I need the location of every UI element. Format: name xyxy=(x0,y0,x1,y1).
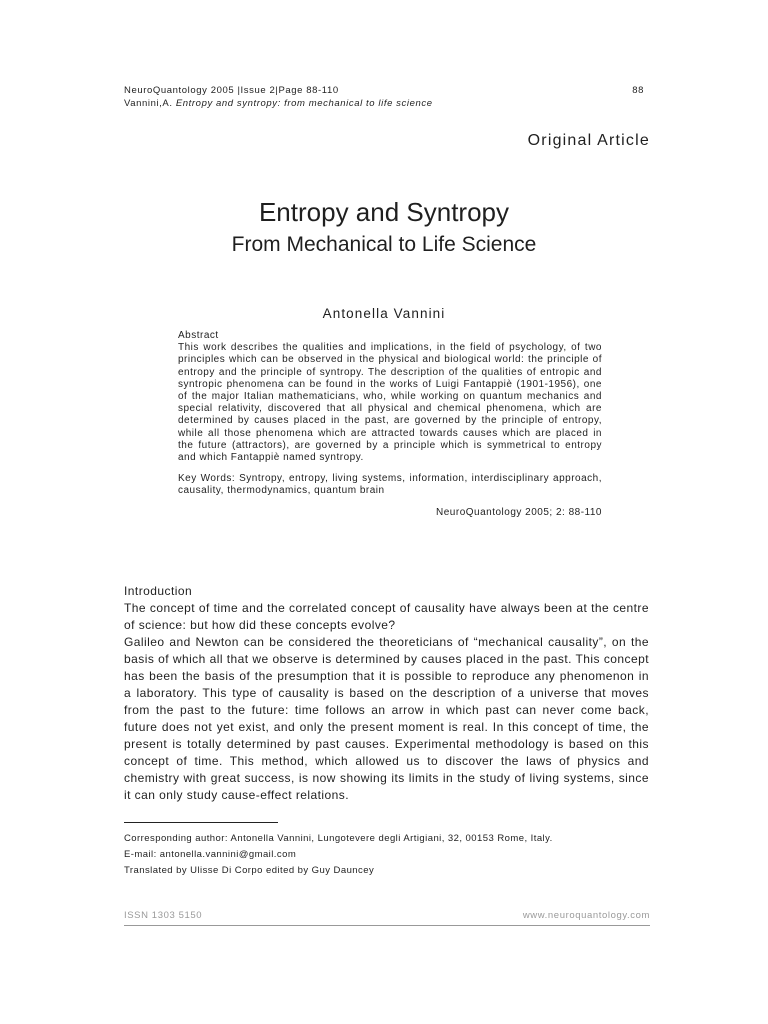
issn: ISSN 1303 5150 xyxy=(124,910,203,921)
running-author: Vannini,A. xyxy=(124,98,173,109)
abstract-label: Abstract xyxy=(178,330,219,341)
corresponding-author: Corresponding author: Antonella Vannini, Lungotevere degli Artigiani, 32, 00153 Rome, Italy. xyxy=(124,833,553,844)
author-name: Antonella Vannini xyxy=(322,306,446,321)
abstract-text: This work describes the qualities and implications, in the field of psychology, of two principles which can be observed in the physical and biological world: the principle of entropy and the principle of syntropy. The description of the qualities of entropic and syntropic phenomena can be found in the works of Luigi Fantappiè (1901-1956), one of the major Italian mathematicians, who, while working on quantum mechanics and special relativity, discovered that all physical and chemical phenomena, which are determined by causes placed in the past, are governed by the principle of entropy, while all those phenomena which are attracted towards causes which are placed in the future (attractors), are governed by a principle which is symmetrical to entropy and which Fantappiè named syntropy. xyxy=(178,342,602,464)
footnote-divider xyxy=(124,822,278,823)
paper-subtitle: From Mechanical to Life Science xyxy=(231,233,537,256)
paragraph: Galileo and Newton can be considered the theoreticians of “mechanical causality”, on the basis of which all that we observe is determined by causes placed in the past. This concept has been the basis of the presumption that it is possible to reproduce any phenomenon in a laboratory. This type of causality is based on the description of a universe that moves from the past to the future: time follows an arrow in which past can never come back, future does not yet exist, and only the present moment is real. In this concept of time, the present is totally determined by past causes. Experimental methodology is based on this concept of time. This method, which allowed us to discover the laws of physics and chemistry with great success, is now showing its limits in the study of living systems, since it can only study cause-effect relations. xyxy=(124,635,649,802)
journal-issue-line xyxy=(124,84,644,97)
keywords: Key Words: Syntropy, entropy, living systems, information, interdisciplinary approach, causality, thermodynamics, quantum brain xyxy=(178,473,602,497)
page-number: 88 xyxy=(632,85,644,96)
abstract-block xyxy=(178,330,602,519)
citation: NeuroQuantology 2005; 2: 88-110 xyxy=(436,506,602,518)
translation-credit: Translated by Ulisse Di Corpo edited by Guy Dauncey xyxy=(124,865,375,876)
page-footer xyxy=(124,910,650,921)
running-title-line xyxy=(124,97,644,110)
running-title: Entropy and syntropy: from mechanical to life science xyxy=(175,98,433,109)
footer-divider xyxy=(124,925,650,926)
footnotes xyxy=(124,831,649,879)
paper-title: Entropy and Syntropy xyxy=(258,197,510,227)
journal-issue: NeuroQuantology 2005 |Issue 2|Page 88-110 xyxy=(124,85,339,96)
author-email: E-mail: antonella.vannini@gmail.com xyxy=(124,849,297,860)
running-header xyxy=(124,84,644,110)
paragraph: The concept of time and the correlated concept of causality have always been at the centre of science: but how did these concepts evolve? xyxy=(124,601,649,632)
article-type: Original Article xyxy=(527,132,650,149)
section-heading: Introduction xyxy=(124,584,193,598)
journal-website: www.neuroquantology.com xyxy=(522,910,650,921)
introduction-section xyxy=(124,583,649,804)
